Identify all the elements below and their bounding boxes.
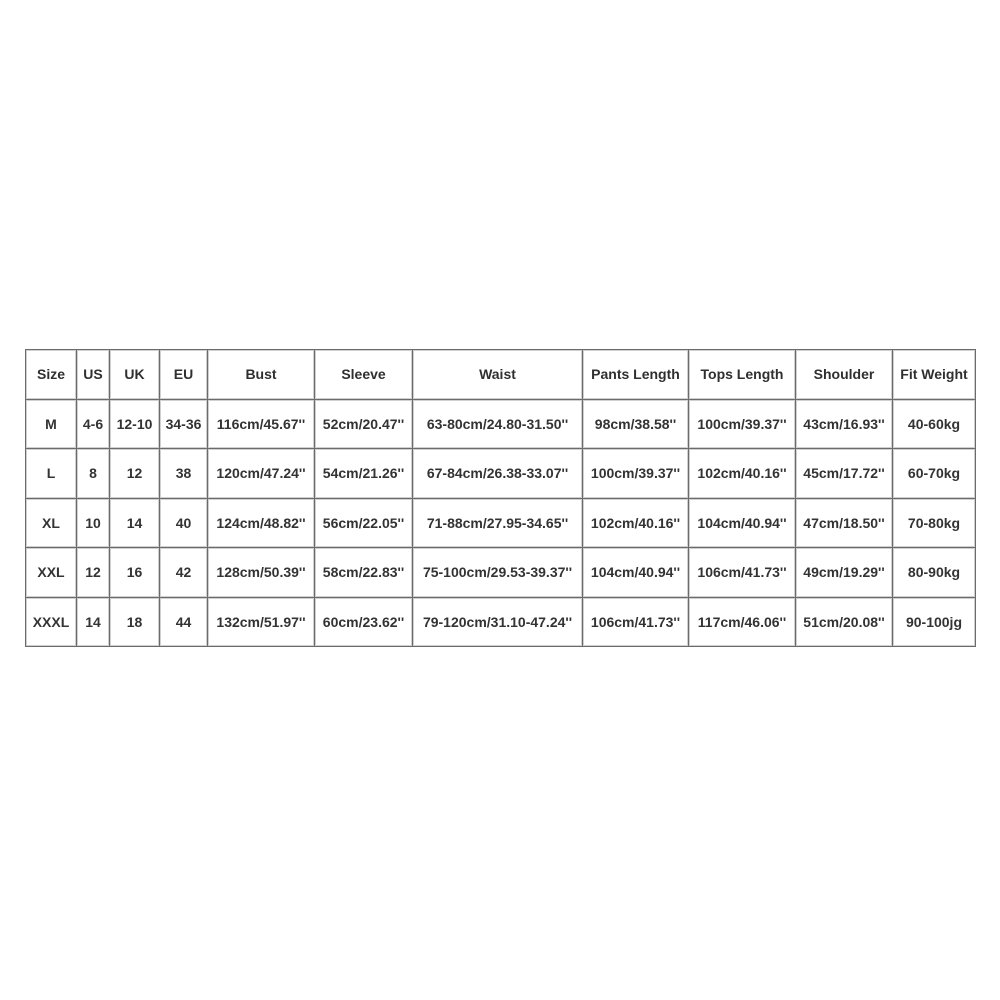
size-chart-table xyxy=(25,349,976,647)
table-cell: 51cm/20.08'' xyxy=(796,598,893,648)
table-cell: 12-10 xyxy=(110,400,160,450)
table-cell: 102cm/40.16'' xyxy=(583,499,689,549)
header-tops-length: Tops Length xyxy=(689,350,796,400)
table-cell: 79-120cm/31.10-47.24'' xyxy=(413,598,583,648)
table-cell: 8 xyxy=(77,449,110,499)
table-cell: 100cm/39.37'' xyxy=(583,449,689,499)
table-row xyxy=(26,499,976,549)
table-cell: 12 xyxy=(110,449,160,499)
table-row xyxy=(26,449,976,499)
table-cell: L xyxy=(26,449,77,499)
table-cell: 75-100cm/29.53-39.37'' xyxy=(413,548,583,598)
header-us: US xyxy=(77,350,110,400)
table-cell: 52cm/20.47'' xyxy=(315,400,413,450)
table-cell: 60cm/23.62'' xyxy=(315,598,413,648)
size-chart-body xyxy=(26,400,976,648)
table-cell: 117cm/46.06'' xyxy=(689,598,796,648)
table-cell: 14 xyxy=(77,598,110,648)
table-cell: 42 xyxy=(160,548,208,598)
table-cell: 102cm/40.16'' xyxy=(689,449,796,499)
header-sleeve: Sleeve xyxy=(315,350,413,400)
table-cell: 54cm/21.26'' xyxy=(315,449,413,499)
table-cell: 38 xyxy=(160,449,208,499)
table-cell: 12 xyxy=(77,548,110,598)
table-row xyxy=(26,598,976,648)
table-cell: 104cm/40.94'' xyxy=(689,499,796,549)
header-bust: Bust xyxy=(208,350,315,400)
table-cell: 71-88cm/27.95-34.65'' xyxy=(413,499,583,549)
header-pants-length: Pants Length xyxy=(583,350,689,400)
table-cell: 120cm/47.24'' xyxy=(208,449,315,499)
header-size: Size xyxy=(26,350,77,400)
header-fit-weight: Fit Weight xyxy=(893,350,976,400)
table-cell: 58cm/22.83'' xyxy=(315,548,413,598)
header-eu: EU xyxy=(160,350,208,400)
table-cell: 98cm/38.58'' xyxy=(583,400,689,450)
table-cell: 14 xyxy=(110,499,160,549)
table-cell: 4-6 xyxy=(77,400,110,450)
table-cell: 43cm/16.93'' xyxy=(796,400,893,450)
table-cell: M xyxy=(26,400,77,450)
table-cell: 106cm/41.73'' xyxy=(583,598,689,648)
table-cell: 124cm/48.82'' xyxy=(208,499,315,549)
header-uk: UK xyxy=(110,350,160,400)
table-cell: 34-36 xyxy=(160,400,208,450)
table-cell: 47cm/18.50'' xyxy=(796,499,893,549)
table-cell: 80-90kg xyxy=(893,548,976,598)
table-cell: 100cm/39.37'' xyxy=(689,400,796,450)
table-cell: 56cm/22.05'' xyxy=(315,499,413,549)
table-cell: 67-84cm/26.38-33.07'' xyxy=(413,449,583,499)
table-row xyxy=(26,548,976,598)
table-cell: 45cm/17.72'' xyxy=(796,449,893,499)
table-cell: 90-100jg xyxy=(893,598,976,648)
table-cell: 60-70kg xyxy=(893,449,976,499)
table-cell: 104cm/40.94'' xyxy=(583,548,689,598)
table-cell: 106cm/41.73'' xyxy=(689,548,796,598)
table-cell: 128cm/50.39'' xyxy=(208,548,315,598)
table-cell: XXXL xyxy=(26,598,77,648)
table-cell: 40 xyxy=(160,499,208,549)
table-cell: 70-80kg xyxy=(893,499,976,549)
table-row xyxy=(26,400,976,450)
size-chart-header xyxy=(26,350,976,400)
table-cell: 63-80cm/24.80-31.50'' xyxy=(413,400,583,450)
table-cell: 116cm/45.67'' xyxy=(208,400,315,450)
table-cell: 16 xyxy=(110,548,160,598)
table-cell: 132cm/51.97'' xyxy=(208,598,315,648)
header-shoulder: Shoulder xyxy=(796,350,893,400)
table-cell: 18 xyxy=(110,598,160,648)
table-cell: XL xyxy=(26,499,77,549)
header-waist: Waist xyxy=(413,350,583,400)
table-cell: 40-60kg xyxy=(893,400,976,450)
header-row xyxy=(26,350,976,400)
table-cell: 44 xyxy=(160,598,208,648)
table-cell: 10 xyxy=(77,499,110,549)
table-cell: 49cm/19.29'' xyxy=(796,548,893,598)
table-cell: XXL xyxy=(26,548,77,598)
